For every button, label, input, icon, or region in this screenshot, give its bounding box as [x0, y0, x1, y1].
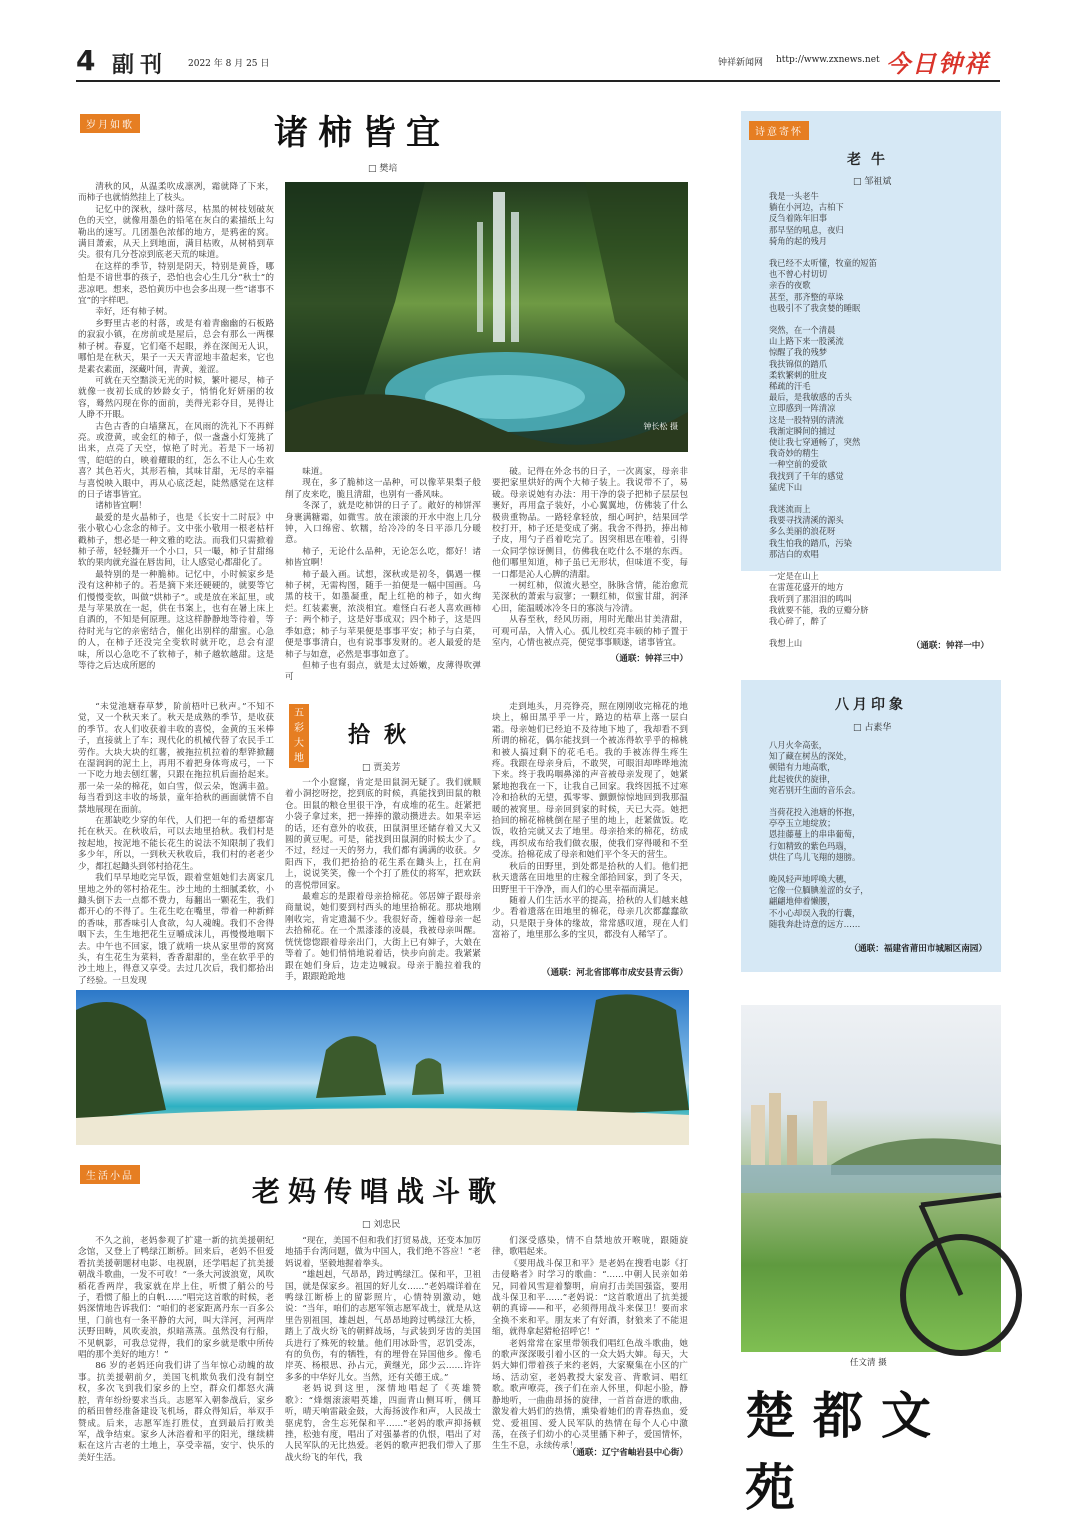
poem-line: 这是一股特别的清流	[769, 414, 844, 425]
article3-title: 老妈传唱战斗歌	[252, 1175, 505, 1208]
poem-line: 亭亭玉立地绽放；	[769, 818, 836, 829]
poem-line: 稀疏的汗毛	[769, 381, 811, 392]
stanza-gap	[769, 863, 989, 874]
paragraph: 古色古香的白墙黛瓦，在风雨的洗礼下不再鲜亮。或澄黄，或金红的柿子，似一盏盏小灯笼挑了出来，点亮了天空，惊艳了时光。若是下一场初雪，皑皑的白，映着耀眼的红，怎么不让人心生欢喜？其色若火，其形若柚，其味甘甜，无尽的幸福与喜悦映入眼中，再从心底泛起，陡然感觉在这样的日子诸事皆宜。	[78, 421, 274, 500]
section-name: 副刊	[112, 52, 169, 78]
poem1-title: 老牛	[847, 152, 895, 168]
poem-line: 山上路下来一股溪流	[769, 336, 844, 347]
poems-tag: 诗意寄怀	[749, 121, 809, 140]
poem-line: 我要寻找清溪的源头	[769, 515, 844, 526]
paragraph: 走到地头，月亮铮亮，照在刚刚收完棉花的地块上，棉田黑乎乎一片，路边的枯草上落一层白霜。母亲她们已经迫不及待地下地了，我却看不到所谓的棉花，偶尔能找到一个被冻得软乎乎的棉桃和被人搞过剩下的花毛毛。我的手被冻得生疼生疼。我跟在母亲身后，不敢哭，可眼泪却哗哗地流下来。终于我呜咽鼻涕的声音被母亲发现了，她紧紧地抱我在一下，让我自己回家。我终因抵不过寒冷和拾秋的无望，孤零零、颤颤惊惊地回到我那温暖的被窝里。母亲回到家的时候，天已大亮。她把拾回的棉花棉桃倒在屋子里的地上，赶紧做饭。吃饭，收拾完就又去了地里。母亲拾来的棉花，纺成线，再织成布给我们做衣服，使我们穿得暖和不至受冻。拾棉花成了母亲和她们平个冬天的营生。	[492, 702, 688, 861]
poem-line: 最后，是我敏感的舌头	[769, 392, 852, 403]
paragraph: 不久之前，老妈参观了扩建一新的抗美援朝纪念馆，又登上了鸭绿江断桥。回来后，老妈不但爱看抗美援朝题材电影、电视剧，还学唱起了抗美援朝战斗歌曲，一发不可收！“一条大河波浪宽，风吹稻花香两岸，我家就在岸上住，听惯了艄公的号子，看惯了船上的白帆……”唱完这首歌的时候，老妈深情地告诉我们：“咱们的老家距离丹东一百多公里，门前也有一条平静的大河，叫大洋河，河两岸沃野田畴，风吹麦浪，炽暗蒸蒸。虽然没有行船，不见帆影，可我总觉得，我们的家乡就是歌中所传唱的那个美好的地方！”	[78, 1236, 274, 1361]
poem-line: 知了藏在树丛的深处，	[769, 751, 852, 762]
poem-line: 我想上山	[769, 638, 803, 649]
paragraph: 一个小窟窿，肯定是田鼠洞无疑了。我们就顺着小洞挖呀挖，挖到底的时候，真能找到田鼠的粮仓。田鼠的粮仓里很干净，有成堆的花生。赶紧把小袋子拿过来，把一捧捧的激动攒进去。如果幸运的话，还有意外的收获，田鼠洞里还储存着又大又圆的黄豆呢。可是，能找到田鼠洞的时候太少了。不过，经过一天的努力，我们都有满满的收获。夕阳西下，我们把拾拾的花生系在鋤头上，扛在肩上，说说笑笑，像一个个打了胜仗的将军，把欢跃的喜悦带回家。	[285, 778, 481, 891]
paragraph: 幸好，还有柿子树。	[95, 307, 173, 318]
paragraph: 味道。	[302, 467, 328, 477]
paragraph: “未觉池塘春草梦，阶前梧叶已秋声。”不知不觉，又一个秋天来了。秋天是成熟的季节，是收获的季节。农人们收获着丰收的喜悦，金黄的玉米棒子，直接就上了车；现代化的机械代替了农民手工劳作。大块大块的红薯，被拖拉机拉着的犁铧掀翻在湿润润的泥土上，再用不着把身体弯成弓，一下一下吃力地去刨红薯，只跟在拖拉机后面拾起来。那一朵一朵的棉花，如白雪，似云朵，饱满丰盈。每当看到这丰收的场景，童年拾秋的画面就情不自禁地展现在面前。	[78, 702, 274, 815]
article2-source: （通联：河北省邯郸市成安县青云街）	[541, 968, 688, 978]
poem-line: 我奇妙的精生	[769, 448, 819, 459]
poem-line: 行如精致的紫色玛瑙，	[769, 840, 852, 851]
poem-line: 惊醒了我的残梦	[769, 347, 828, 358]
poem2-author: □ 占素华	[853, 720, 891, 733]
site-name: 钟祥新闻网	[718, 58, 764, 68]
paragraph: 诸柿皆宜啊！	[95, 501, 147, 512]
poem-line: 我已经不太听懂，牧童的短笛	[769, 258, 877, 269]
paragraph: 我们早早地吃完早饭，跟着堂姐她们去离家几里地之外的邻村拾花生。沙土地的土细腻柔软，小鋤头倒下去一点都不费力，每翻出一颗花生，我们都开心的不得了。生花生吃在嘴里，带着一种新鲜的香味，那香味引人食欲，勾人魂魄。我们不舍得咽下去，生生地把花生豆嚼成沫儿，再慢慢地咽下去。中午也不回家，饿了就啃一块从家里带的窝窝头，有生花生为菜料，香香甜甜的，坐在软乎乎的沙土地上，得意又享受。去过几次后，我们都拾出了经验。一旦发现	[78, 873, 274, 986]
poem1-source: （通联：钟祥一中）	[911, 641, 989, 651]
poem-line: 多么美丽的浪花呀	[769, 526, 836, 537]
issue-date: 2022 年 8 月 25 日	[188, 59, 270, 69]
article2-author: □ 贾美芳	[362, 760, 400, 773]
page-number: 4	[76, 44, 96, 77]
poem-line: 它像一位腼腆羞涩的女子，	[769, 885, 869, 896]
stanza-gap	[769, 247, 989, 258]
article1-title: 诸柿皆宜	[274, 113, 450, 153]
poem-line: 此起彼伏的旋律，	[769, 773, 836, 784]
masthead	[76, 44, 1000, 82]
paragraph: 老妈常常在家里带领我们唱红色战斗歌曲，她的歌声深深吸引着小区的一众大妈大婶。每天，大妈大婶们带着孩子来约老妈，大家聚集在小区的广场、活动室，老妈教授大家发音、背歌词、唱红歌。歌声嘹亮，孩子们在亲人怀里，仰起小脸，静静地听，一曲曲昂扬的旋律，一首首奋进的歌曲，激发着大妈们的热情，熏染着她们的青春热血，爱党、爱祖国、爱人民军队的热情在每个人心中激荡，在孩子们幼小的心灵里播下种子，爱国情怀，生生不息，永续传承！	[492, 1338, 688, 1452]
poem-line: 我迷流而上	[769, 504, 811, 515]
poem-line: 那洁白的欢唱	[769, 548, 819, 559]
poem-line: 猛虎下山	[769, 481, 803, 492]
poem-line: 顿错有力地高歌，	[769, 762, 836, 773]
article3-column-2	[285, 1236, 481, 1463]
poem-line: 不小心却误入我的行囊，	[769, 907, 861, 918]
poem-line: 在雷莲花盛开的地方	[769, 582, 844, 593]
paragraph: 最特别的是一种脆柿。记忆中，小时候家乡是没有这种柿子的。若是摘下来还硬硬的，就要等它们慢慢变软，叫做“烘柿子”。或是放在米缸里，或是与苹果放在一起，供在书案上，也有在暑上床上自酒的，不知是何原理。这这样静静地等待着，等待时光与它的亲密结合，催化出别样的甜蜜。心急的人，在柿子还没完全变软时就开吃，总会有涩味，所以心急吃不了软柿子，柿子越软越甜。这是等待之后达成所愿的	[78, 569, 274, 672]
poem-line: 也不曾心村切切	[769, 269, 828, 280]
bicycle-photo	[741, 1005, 1001, 1352]
paragraph: 乡野里古老的村落，或是有着青幽幽的石板路的寂寂小镇，在房前或是屋后，总会有那么一两棵柿子树。春夏，它们毫不起眼，养在深闺无人识，哪怕是在秋天，果子一天天青涩地丰盈起来，它也是素衣素面，深藏叶间，青黄，羞涩。	[78, 318, 274, 375]
poem-line: 我生怕我的踏爪，污染	[769, 537, 852, 548]
article3-tag: 生活小品	[80, 1165, 140, 1184]
poem-line: 八月火伞高张，	[769, 740, 828, 750]
paragraph: 记忆中的深秋，绿叶落尽，枯黑的树枝划破灰色的天空，就像用墨色的铅笔在灰白的素描纸上勾勒出的速写。几团墨色浓郁的地方，是鸦雀的窝。满目萧索，从天上到地面，满目枯败，从树梢到草尖。很有几分苍凉到底老天荒的味道。	[78, 204, 274, 261]
article1-tag: 岁月如歌	[80, 114, 140, 133]
stanza-gap	[769, 560, 989, 571]
paragraph: 最爱的是火晶柿子，也是《长安十二时辰》中张小敬心心念念的柿子。文中张小敬用一根老枯杆戳柿子，想必是一种文雅的吃法。而我们只需掀着柿子蒂，轻轻撕开一个小口，只一嘬，柿子甘甜绵软的果肉就充溢在唇齿间，让人感觉心都甜化了。	[78, 512, 274, 569]
brand-logo: 今日钟祥	[886, 49, 990, 78]
article2-column-3	[492, 702, 688, 962]
article3-column-3	[492, 1236, 688, 1452]
poem-line: 我心碎了，醉了	[769, 615, 828, 626]
paragraph: 秋后的田野里，到处都是拾秋的人们。他们把秋天遗落在田地里的庄稼全部拾回家，到了冬天，田野里干干净净，而人们的心里幸福而满足。	[492, 861, 688, 895]
paragraph: 86 岁的老妈还向我们讲了当年惊心动魄的故事。抗美援朝前夕，美国飞机欺负我们没有制空权，多次飞到我们家乡的上空，群众们都怒火满腔，青年纷纷要求当兵。志愿军入朝参战后，家乡的稻田曾经准备建设飞机场，群众得知后，举双手赞成。后来，志愿军连打胜仗，直到最后打败美军，战争结束。家乡人沐浴着和平的阳光，继续耕耘在这片古老的土地上，享受幸福，安宁、快乐的美好生活。	[78, 1361, 274, 1463]
paragraph: 破。记得在外念书的日子，一次离家，母亲非要把家里烘好的两个大柿子装上。我说带不了，易破。母亲说她有办法：用干净的袋子把柿子层层包裹好，再用盒子装好，小心翼翼地，仿佛装了什么极贵重物品。一路轻拿轻放，细心呵护，结果回学校打开，柿子还是变成了粥。我舍不得扔，捧出柿子皮，用勺子舀着吃完了。因突相思在唯着，引得一众同学惊讶侧目，仿佛我在吃什么不堪的东西。他们哪里知道，柿子虽已无形状，但味道不变，每一口都是沁人心脾的清甜。	[492, 467, 688, 580]
poem-line: 那早坚的吼息，夜归	[769, 224, 844, 235]
poem-line: 立即感到一阵清凉	[769, 403, 836, 414]
poem-line: 我听到了那泪泪的鸣叫	[769, 593, 852, 604]
article2-column-2	[285, 778, 481, 982]
paragraph: 从春至秋，经风历雨，用时光酿出甘美清甜，可观可品，入情入心。孤儿校红亮丰硕的柿子置于室内，心情也被点亮，便觉事事顺遂，诸事皆宜。	[492, 615, 688, 649]
poem-line: 甚至，那齐整的草垛	[769, 291, 844, 302]
poem-line: 突然，在一个清晨	[769, 325, 836, 336]
poem-line: 宛若别开生面的音乐会。	[769, 784, 861, 795]
stanza-gap	[769, 314, 989, 325]
poem-sidebar	[741, 111, 1001, 651]
article1-source: （通联：钟祥三中）	[610, 654, 688, 664]
paragraph: 在这样的季节，特别是阴天，特别是黄昏，哪怕是不谙世事的孩子，恐怕也会心生几分“秋士”的悲凉吧。想来，恐怕黄历中也会多出现一些“诸事不宜”的字样吧。	[78, 261, 274, 307]
paragraph: 现在，多了脆柿这一品种，可以像苹果梨子般削了皮来吃，脆且清甜，也别有一番风味。	[285, 478, 481, 500]
poem1-body	[769, 191, 989, 649]
poem-line: 我就要不能，我的豆瓣分脐	[769, 604, 869, 615]
article3-author: □ 刘忠民	[362, 1217, 400, 1230]
poem-line: 柔软繁刺的肚皮	[769, 369, 828, 380]
poem-line: 使让我七穿通畅了，突然	[769, 437, 861, 448]
column-name: 楚都文苑	[745, 1386, 949, 1517]
article1-author: □ 樊培	[368, 161, 397, 174]
article3-source: （通联：辽宁省岫岩县中心街）	[567, 1448, 688, 1458]
poem-line: 恩挂藤蔓上的串串葡萄，	[769, 829, 861, 840]
poem-line: 晚风轻声地呼唤大穗，	[769, 874, 852, 885]
poem-line: 随我奔赴诗意的远方……	[769, 918, 861, 929]
poem-line: 反刍着陈年旧事	[769, 213, 828, 224]
article3-column-1	[78, 1236, 274, 1463]
paragraph: 冬深了，就是吃柿饼的日子了。敞好的柿饼浑身裹满糖霜，如微雪。放在滚滚的开水中泡上几分钟，入口绵密、软糯，给冷冷的冬日平添几分暖意。	[285, 501, 481, 546]
waterfall-photo	[285, 182, 688, 452]
paragraph: 清秋的风，从温柔吹成凛冽，霜就降了下来，而柿子也就悄然挂上了枝头。	[78, 182, 274, 204]
paragraph: 《要用战斗保卫和平》是老妈在搜看电影《打击侵略者》时学习的歌曲：“……中朝人民亲如弟兄，同着风雪迎着黎明，肩肩打击美国强盗，要用战斗保卫和平……”老妈说：“这首歌道出了抗美援朝的真谛——和平，必须得用战斗来保卫！要而求全换不来和平。朋友来了有好酒，豺狼来了不能退缩，就得拿起猎枪招呼它！”	[492, 1258, 688, 1338]
poem-line: 躺在小河边，古柏下	[769, 202, 844, 213]
paragraph: 最难忘的是跟着母亲拾棉花。邻居婶子跟母亲商量说，她们要到村西头的地里拾棉花。那块地刚刚收完，肯定遗漏不少。我很好奇，缠着母亲一起去拾棉花。在一个黑漆漆的凌晨，我被母亲叫醒。恍恍惚惚跟着母亲出门，大街上已有婶子，大娘在等着了。她们悄悄地说着话，快步向前走。我紧紧跟在她们身后，边走边喊寂。母亲于脆拉着我的手，跟跟跄跄地	[285, 892, 481, 982]
article2-column-1	[78, 702, 274, 986]
site-url[interactable]: http://www.zxnews.net	[776, 55, 880, 65]
poem-line: 我是一头老牛	[769, 191, 819, 201]
poem2-source: （通联：福建省莆田市城厢区南园）	[849, 944, 987, 954]
poem-line: 亲吞的夜歌	[769, 280, 811, 291]
poem-line: 当荷花投入池塘的怀抱，	[769, 807, 861, 818]
paragraph: 随着人们生活水平的提高，拾秋的人们越来越少。看着遗落在田地里的棉花，母亲几次都蠢蠢欲动，只是限于身体的缘故，常常感叹道，现在人们富裕了，地里那么多的宝贝，都没有人稀罕了。	[492, 895, 688, 941]
article2-tag-text: 五彩大地	[294, 708, 304, 764]
beach-photo	[76, 990, 689, 1145]
paragraph: 老妈说到这里，深情地唱起了《英雄赞歌》：“烽烟滚滚唱英雄，四面青山侧耳听，侧耳听，晴天响雷敲金鼓，大海扬波作和声，人民战士驱虎豹，舍生忘死保和平……”老妈的歌声抑扬顿挫，松弛有度，唱出了对强暴者的仇恨，唱出了对人民军队的无比热爱。老妈的歌声把我们带入了那战火纷飞的年代，我	[285, 1384, 481, 1463]
header-rule	[76, 80, 1000, 82]
paragraph: 但柿子也有弱点，就是太过娇嫩，皮薄得吹弹可	[285, 660, 481, 683]
photo1-caption: 钟长松 摄	[643, 422, 678, 431]
paragraph: 们深受感染，情不自禁地放开喉咙，跟随旋律，歌唱起来。	[492, 1236, 688, 1258]
paragraph: “雄赳赳，气昂昂，跨过鸭绿江。保和平，卫祖国，就是保家乡。祖国的好儿女……”老妈端详着在鸭绿江断桥上的留影照片，心情特别激动，她说：“当年，咱们的志愿军领志愿军战士，就是从这里告别祖国，雄赳赳，气昂昂地跨过鸭绿江大桥，踏上了战火纷飞的朝鲜战场，与武装到牙齿的美国兵进行了殊死的较量。他们用冰卧雪，忍饥受冻，有的负伤，有的牺牲，有的埋骨在异国他乡。像毛岸英、杨根思、孙占元，黄继光，邱少云……许许多多的中华好儿女。当然，还有关德王成。”	[285, 1270, 481, 1383]
poem-line: 翩翩地伸着懒腰，	[769, 896, 836, 907]
article2-tag	[289, 704, 309, 768]
poem-line: 也吸引不了我贪婪的睡眠	[769, 302, 861, 313]
article1-column-2	[285, 467, 481, 683]
paragraph: 一树红柿，似流火悬空，脉脉含情，能治愈荒芜深秋的萧索与寂寥；一颗红柿，似蜜甘甜，润泽心田，能温暖冰冷冬日的寡淡与冷清。	[492, 581, 688, 614]
paragraph: 柿子最入画。试想，深秋或是初冬，偶遇一棵柿子树，无需构图，随手一拍便是一幅中国画。乌黑的枝干，如墨凝重，配上红艳的柿子，如火绚烂。红装素裹，浓淡相宜。难怪白石老人喜欢画柿子：两个柿子，这是好事成双；四个柿子，这是四季如意；柿子与苹果便是事事平安；柿子与白菜，便是事事清白，也有说事事发财的。老人最爱的是柿子与如意，必然是事事如意了。	[285, 569, 481, 660]
poem-line: 我找到了千年的感觉	[769, 470, 844, 481]
poem-line: 一种空前的爱欲	[769, 459, 828, 470]
stanza-gap	[769, 796, 989, 807]
poem-line: 我扶锦似的踏爪	[769, 358, 828, 369]
paragraph: “现在，美国不但和我们打贸易战，还变本加厉地插手台湾问题，做为中国人，我们绝不答应！”老妈说着，坚毅地握着拳头。	[285, 1236, 481, 1269]
article1-column-1	[78, 182, 274, 672]
poem1-author: □ 邹祖斌	[853, 174, 891, 187]
poem2-panel	[741, 680, 1001, 972]
photo2-caption: 任文清 摄	[850, 1358, 887, 1368]
poem2-title: 八月印象	[835, 697, 907, 713]
poem-line: 骑角的起的残月	[769, 235, 828, 246]
poem2-body	[769, 740, 989, 930]
paragraph: 可就在天空黯淡无光的时候，繁叶褪尽，柿子就像一夜初长成的妙龄女子，悄悄化好妍丽的妆容，蓦然闪现在你的面前，美得光彩夺目，晃得让人睁不开眼。	[78, 375, 274, 421]
stanza-gap	[769, 493, 989, 504]
paragraph: 柿子，无论什么品种，无论怎么吃，都好！诸柿皆宜啊！	[285, 546, 481, 569]
stanza-gap	[769, 627, 989, 638]
poem-line: 烘住了鸟儿飞翔的翅膀。	[769, 851, 861, 862]
article2-title: 拾秋	[348, 722, 421, 748]
poem-line: 一定是在山上	[769, 571, 819, 582]
paragraph: 在那缺吃少穿的年代，人们把一年的希望都寄托在秋天。在秋收后，可以去地里拾秋。我们村是按起地，按泥地不能长花生的说法不知限制了我们多少年，所以，一到秋天秋收后，我们村的老老少少，都扛起鋤头到邻村拾花生。	[78, 816, 274, 872]
poem-line: 我渐定瞬间的捕过	[769, 425, 836, 436]
article1-column-3	[492, 467, 688, 667]
